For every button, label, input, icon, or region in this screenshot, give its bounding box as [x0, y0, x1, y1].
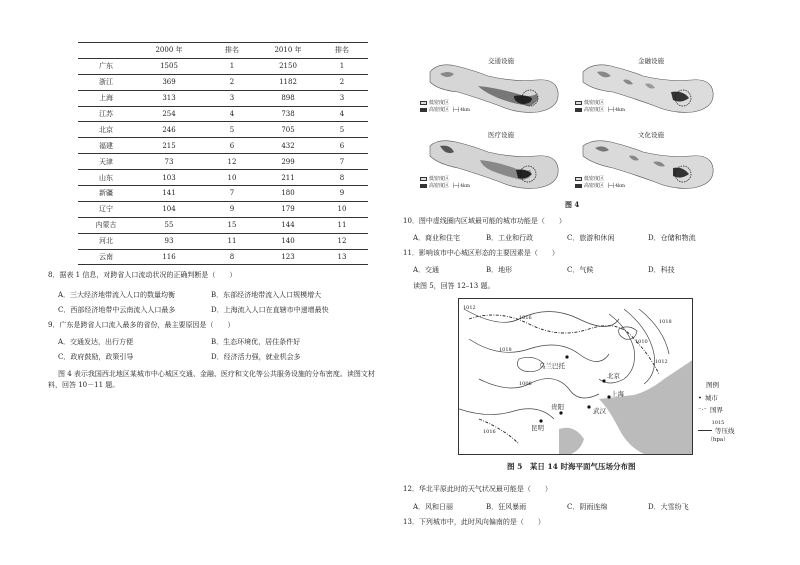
table-cell: 1 [339, 62, 345, 71]
table-row [78, 106, 368, 122]
table-cell: 2150 [279, 62, 297, 71]
table-header-row [78, 43, 368, 59]
figure-5-map [458, 298, 693, 455]
legend-high-label: 高密度区 [429, 182, 450, 189]
scale-bar: ├─┤4km [452, 108, 470, 113]
scale-label: 4km [460, 108, 470, 113]
table-cell: 144 [281, 221, 295, 230]
label-kunming: 昆明 [531, 424, 544, 432]
table-cell: 9 [229, 205, 235, 214]
panel-title: 金融设施 [638, 57, 664, 65]
density-map [418, 128, 563, 200]
table-cell: 705 [281, 125, 295, 134]
q8-option-b[interactable]: B．东部经济地带流入人口规模增大 [211, 291, 322, 299]
legend-low-label: 低密度区 [584, 100, 605, 106]
table-cell: 9 [339, 189, 345, 198]
q9-option-b[interactable]: B．生态环境优，居住条件好 [211, 338, 301, 346]
table-cell: 10 [337, 205, 347, 214]
table-row [78, 170, 368, 186]
figure-4 [418, 52, 718, 209]
label-wuhan: 武汉 [593, 407, 606, 415]
table-cell-province: 山东 [99, 173, 113, 182]
q10-option-b[interactable]: B．工业和行政 [486, 234, 534, 242]
city-legend-icon: • [698, 393, 702, 402]
legend-low-label: 低密度区 [429, 176, 450, 182]
table-row [78, 186, 368, 202]
table-header [78, 43, 134, 59]
q12-option-b[interactable]: B．狂风暴雨 [486, 503, 527, 511]
q10-option-d[interactable]: D．仓储和物流 [648, 234, 696, 242]
q11-option-b[interactable]: B．地形 [486, 266, 513, 274]
table-cell-province: 内蒙古 [95, 221, 117, 230]
fig4-panel-transport [418, 52, 563, 124]
table-cell: 5 [339, 125, 345, 134]
fig4-caption: 图 4 [565, 200, 580, 209]
legend-unit: （hpa） [707, 437, 729, 443]
table-cell: 140 [281, 237, 295, 246]
panel-legend [420, 100, 449, 113]
table-cell: 7 [339, 157, 345, 166]
table-row [78, 201, 368, 217]
q13-stem: 13．下列城市中，此时风向偏南的是（ ） [403, 518, 545, 526]
city-marker [559, 411, 562, 414]
table-cell: 8 [229, 253, 235, 262]
panel-title: 交通设施 [488, 57, 514, 65]
table-cell: 4 [339, 110, 345, 118]
q10-stem: 10．图中虚线圈内区域最可能的城市功能是（ ） [403, 217, 566, 225]
legend-high-label: 高密度区 [584, 182, 605, 189]
isobar-label: 1016 [519, 315, 532, 321]
table-cell: 7 [229, 189, 235, 198]
isobar-label: 1006 [519, 381, 532, 387]
scale-label: 4km [615, 184, 625, 189]
table-cell: 15 [227, 221, 237, 230]
table-cell: 246 [162, 125, 176, 134]
legend-swatch-high [420, 108, 427, 112]
scale-bar: ├─┤4km [452, 184, 470, 189]
table-cell: 6 [339, 141, 345, 150]
q8-option-a[interactable]: A．三大经济地带流入人口的数量均衡 [58, 291, 176, 299]
table-cell: 123 [281, 253, 295, 262]
isobar-label: 1016 [483, 429, 496, 435]
q11-option-d[interactable]: D．科技 [648, 266, 675, 274]
legend-swatch-low [575, 101, 582, 105]
table-cell: 738 [281, 110, 295, 118]
q10-option-c[interactable]: C．旅游和休闲 [567, 234, 615, 242]
table-cell: 141 [162, 189, 176, 198]
table-cell: 8 [339, 173, 345, 182]
isobar-label: 1012 [655, 359, 668, 365]
panel-legend [575, 100, 604, 113]
legend-low-label: 低密度区 [429, 100, 450, 106]
legend-isobar: 等压线 [715, 427, 735, 435]
table-row [78, 154, 368, 170]
density-map [573, 52, 718, 124]
panel-legend [420, 176, 449, 189]
city-marker [587, 405, 590, 408]
legend-low-label: 低密度区 [584, 176, 605, 182]
q8-stem: 8．据表 1 信息，对跨省人口流动状况的正确判断是（ ） [48, 271, 237, 279]
table-header: 排名 [225, 46, 239, 55]
table-cell: 215 [162, 141, 176, 150]
table-cell-province: 云南 [99, 253, 113, 262]
table-cell: 12 [337, 237, 347, 246]
table-cell: 3 [339, 94, 345, 103]
q8-option-d[interactable]: D．上海流入人口在直辖市中递增最快 [211, 306, 329, 314]
table-cell-province: 新疆 [99, 189, 113, 198]
fig5-legend [698, 380, 738, 443]
table-cell: 11 [337, 221, 347, 230]
table-cell-province: 江苏 [99, 110, 113, 118]
isobar-label: 1018 [659, 319, 672, 325]
q11-option-c[interactable]: C．气候 [567, 266, 594, 274]
legend-swatch-low [420, 101, 427, 105]
label-shanghai: 上海 [611, 390, 624, 398]
table-cell: 10 [227, 173, 237, 182]
q9-option-c[interactable]: C．政府鼓励，政策引导 [58, 353, 134, 361]
table-cell-province: 天津 [99, 157, 113, 166]
scale-label: 4km [460, 184, 470, 189]
table-cell-province: 浙江 [99, 78, 113, 87]
table-cell-province: 广东 [99, 62, 113, 71]
legend-swatch-low [575, 177, 582, 181]
fig4-panel-medical [418, 128, 563, 200]
table-row [78, 233, 368, 249]
table-cell: 299 [281, 157, 295, 166]
scale-bar: ├─┤4km [607, 184, 625, 189]
table-cell: 2 [229, 78, 235, 87]
table-cell: 4 [229, 110, 235, 118]
q9-stem: 9．广东是跨省人口流入最多的省份，最主要原因是（ ） [48, 321, 235, 329]
city-marker [565, 355, 568, 358]
legend-isobar-value: 1015 [711, 420, 725, 426]
isobar-label: 1012 [463, 305, 476, 311]
table-row [78, 217, 368, 233]
legend-swatch-high [575, 184, 582, 188]
legend-title: 图例 [706, 381, 719, 389]
label-guiyang: 贵阳 [551, 403, 564, 411]
table-cell: 12 [227, 157, 237, 166]
scale-label: 4km [615, 108, 625, 113]
table-header: 排名 [335, 46, 349, 55]
legend-border: 国界 [709, 406, 723, 414]
legend-high-label: 高密度区 [584, 106, 605, 113]
table-row [78, 90, 368, 106]
table-cell-province: 北京 [99, 125, 113, 134]
density-map [573, 128, 718, 200]
panel-title: 文化设施 [638, 131, 664, 139]
table-cell: 369 [162, 78, 176, 87]
fig4-panel-finance [573, 52, 718, 124]
table-cell: 179 [281, 205, 295, 214]
fig5-caption: 图 5 某日 14 时海平面气压场分布图 [507, 462, 636, 471]
q11-option-a[interactable]: A．交通 [413, 266, 440, 274]
isobar-label: 1018 [499, 347, 512, 353]
table-row [78, 74, 368, 90]
q12-option-d[interactable]: D．大雪纷飞 [648, 503, 689, 511]
legend-swatch-high [575, 108, 582, 112]
label-beijing: 北京 [607, 372, 620, 380]
isobar-label: 1010 [635, 339, 648, 345]
table-cell: 93 [164, 237, 174, 246]
fig4-intro: 图 4 表示我国西北地区某城市中心城区交通、金融、医疗和文化等公共服务设施的分布密度。读图文材料，回答 10－11 题。 [48, 370, 375, 389]
table-cell: 116 [162, 253, 176, 262]
table-cell: 180 [281, 189, 295, 198]
population-table [78, 42, 368, 265]
legend-swatch-high [420, 184, 427, 188]
label-ulaanbaatar: 乌兰巴托 [539, 362, 565, 370]
legend-city: 城市 [704, 394, 718, 402]
q12-stem: 12．华北平原此时的天气状况最可能是（ ） [403, 485, 552, 493]
q9-option-d[interactable]: D．经济活力强，就业机会多 [211, 353, 301, 361]
table-cell: 432 [281, 141, 295, 150]
fig4-panel-culture [573, 128, 718, 200]
table-row [78, 249, 368, 265]
table-cell-province: 辽宁 [99, 205, 113, 214]
q8-option-c[interactable]: C．西部经济地带中云南流入人口最多 [58, 306, 176, 314]
q12-option-a[interactable]: A．风和日丽 [413, 503, 454, 511]
legend-swatch-low [420, 177, 427, 181]
border-legend-icon: ⁻·⁻ [698, 405, 707, 414]
table-cell: 11 [227, 237, 237, 246]
table-cell: 254 [162, 110, 176, 118]
q11-stem: 11．影响该市中心城区形态的主要因素是（ ） [403, 249, 559, 257]
scale-bar: ├─┤4km [607, 108, 625, 113]
table-cell: 1 [229, 62, 235, 71]
intro-12-13: 读图 5，回答 12–13 题。 [413, 282, 495, 290]
table-row [78, 138, 368, 154]
panel-legend [575, 176, 604, 189]
q12-option-c[interactable]: C．阴雨连绵 [567, 503, 608, 511]
table-cell: 55 [164, 221, 174, 230]
table-cell: 104 [162, 205, 176, 214]
table-cell: 1182 [279, 78, 297, 87]
q10-option-a[interactable]: A．商业和住宅 [413, 234, 461, 242]
q9-option-a[interactable]: A．交通发达，出行方便 [58, 338, 134, 346]
table-cell: 3 [229, 94, 235, 103]
table-header: 2010 年 [274, 46, 302, 55]
table-cell: 6 [229, 141, 235, 150]
table-cell: 211 [281, 173, 295, 182]
isobar-legend-icon [698, 430, 712, 431]
panel-title: 医疗设施 [488, 131, 514, 139]
table-cell: 313 [162, 94, 176, 103]
table-cell: 1505 [160, 62, 178, 71]
table-row [78, 122, 368, 138]
table-cell-province: 河北 [99, 237, 113, 246]
table-cell: 2 [339, 78, 345, 87]
table-header: 2000 年 [155, 46, 183, 55]
table-cell-province: 福建 [99, 141, 113, 150]
legend-high-label: 高密度区 [429, 106, 450, 113]
table-cell: 73 [164, 157, 174, 166]
table-cell: 898 [281, 94, 295, 103]
table-row [78, 58, 368, 74]
table-cell: 13 [337, 253, 347, 262]
city-marker [602, 379, 605, 382]
table-cell-province: 上海 [99, 94, 113, 103]
table-cell: 103 [162, 173, 176, 182]
density-map [418, 52, 563, 124]
table-cell: 5 [229, 125, 235, 134]
